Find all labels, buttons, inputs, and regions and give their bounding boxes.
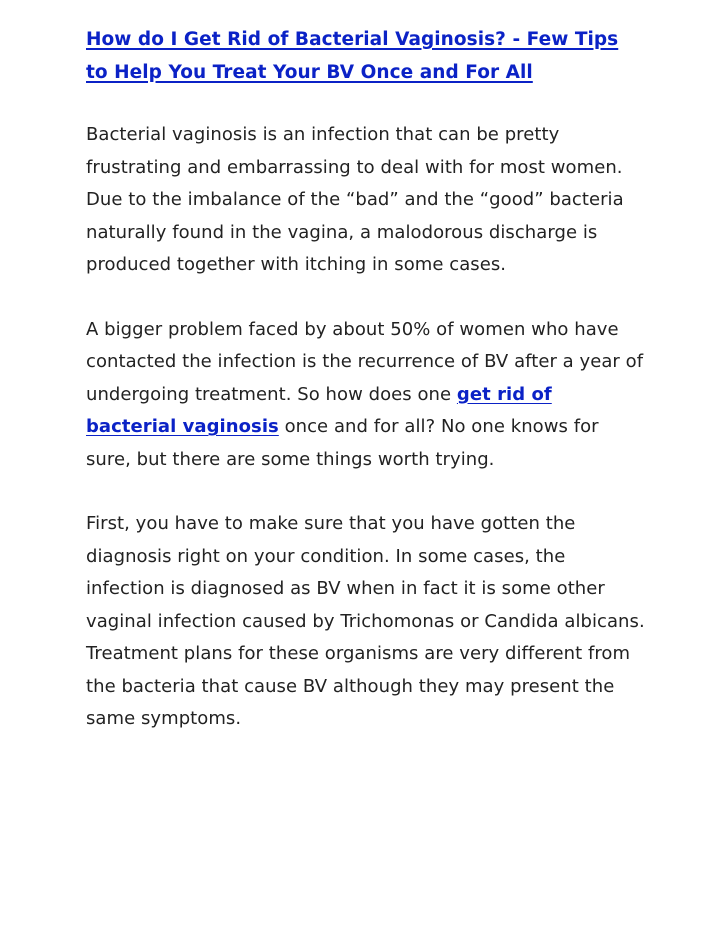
paragraph-recurrence-text-after-link: once and for all? No one knows for sure, but there are some things worth trying.: [86, 416, 599, 470]
document-page: [86, 24, 646, 768]
paragraph-diagnosis: First, you have to make sure that you have gotten the diagnosis right on your condition. In some cases, the infection is diagnosed as BV when in fact it is some other vaginal infection caused by Trichomonas or Candida albicans. Treatment plans for these organisms are very different from the bacteria that cause BV although they may present the same symptoms.: [86, 513, 645, 729]
document-title-link[interactable]: How do I Get Rid of Bacterial Vaginosis? - Few Tips to Help You Treat Your BV Once and For All: [86, 29, 619, 83]
paragraph-intro: Bacterial vaginosis is an infection that can be pretty frustrating and embarrassing to deal with for most women. Due to the imbalance of the “bad” and the “good” bacteria naturally found in the vagina, a malodorous discharge is produced together with itching in some cases.: [86, 124, 624, 275]
get-rid-of-bacterial-vaginosis-link[interactable]: get rid of bacterial vaginosis: [86, 383, 552, 437]
paragraph-recurrence: [86, 314, 646, 477]
paragraph-recurrence-text-before-link: A bigger problem faced by about 50% of women who have contacted the infection is the recurrence of BV after a year of undergoing treatment. So how does one: [86, 318, 644, 405]
